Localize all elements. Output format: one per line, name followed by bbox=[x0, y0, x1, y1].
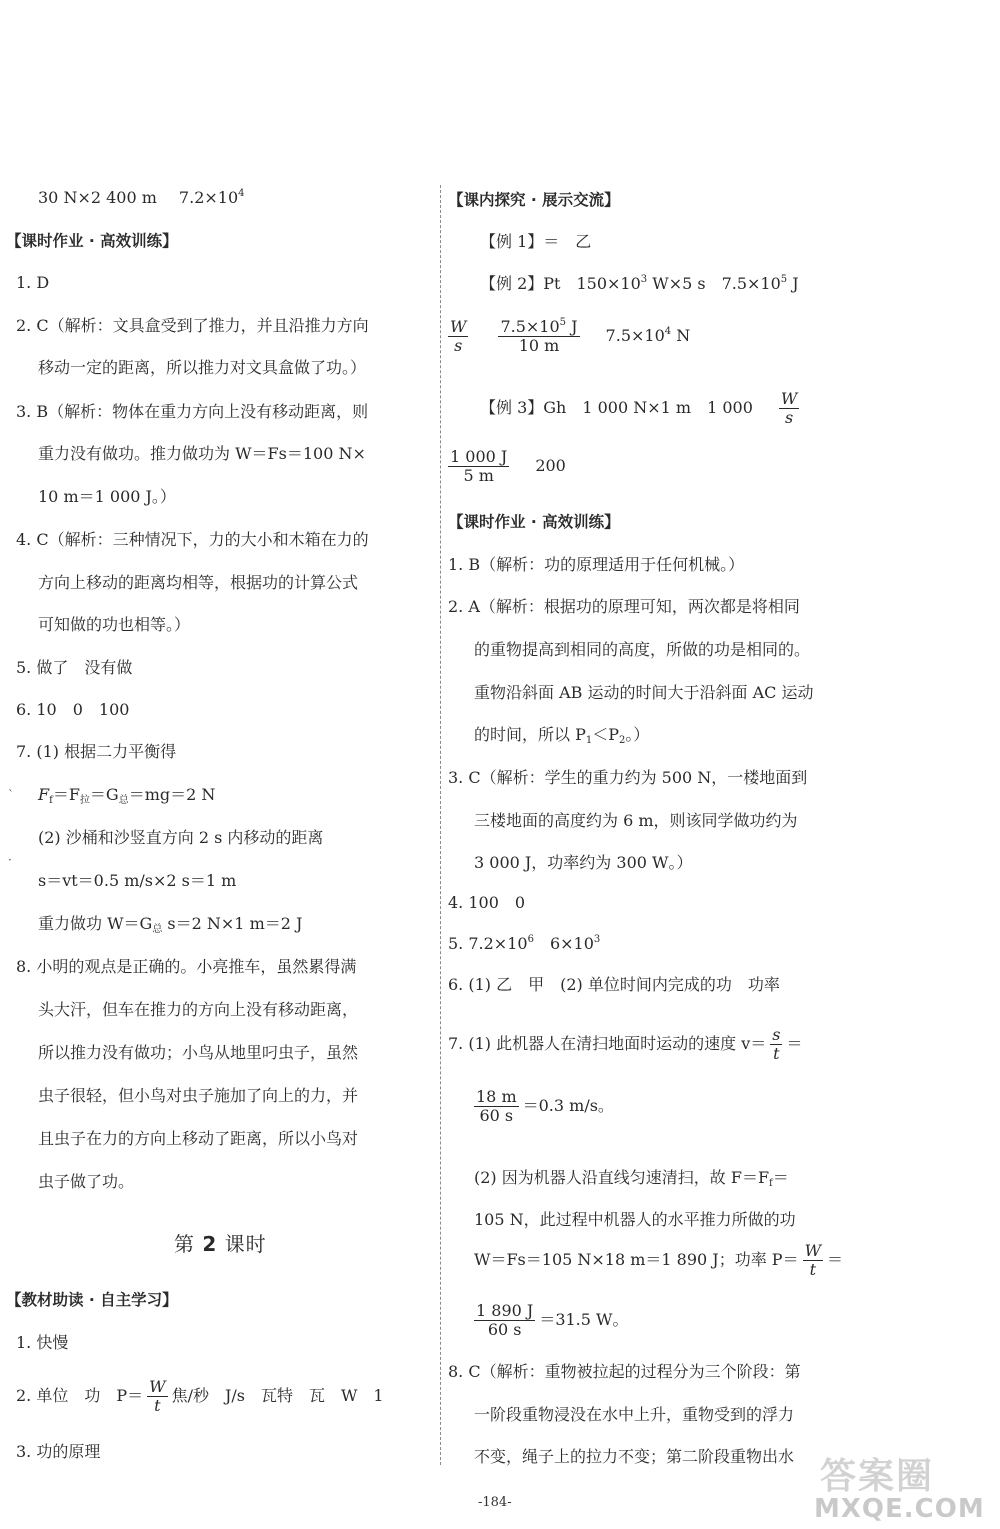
answer-q2: 2. C（解析：文具盒受到了推力，并且沿推力方向 bbox=[16, 316, 369, 335]
answer-q7-formula: 重力做功 $W=G_总$ s＝2 N×1 m＝2 J bbox=[38, 914, 303, 935]
answer-r6: 6. (1) 乙 甲 (2) 单位时间内完成的功 功率 bbox=[448, 975, 780, 994]
answer-r7-cont: 105 N，此过程中机器人的水平推力所做的功 bbox=[474, 1210, 796, 1229]
example-2: 【例 2】Pt $150\times 10^3$ W×5 s $7.5\times 10^5$ J bbox=[480, 274, 799, 293]
answer-q3: 3. B（解析：物体在重力方向上没有移动距离，则 bbox=[16, 402, 369, 421]
answer-q7-formula: $F_f=F_拉=G_总=mg=2$ N bbox=[38, 785, 216, 806]
answer-q6: 6. 10 0 100 bbox=[16, 700, 130, 719]
answer-q4-cont: 方向上移动的距离均相等，根据功的计算公式 bbox=[38, 573, 359, 592]
answer-q4-cont: 可知做的功也相等。） bbox=[38, 615, 191, 634]
answer-q7-formula: s＝vt＝0.5 m/s×2 s＝1 m bbox=[38, 871, 237, 890]
answer-q8-cont: 头大汗，但车在推力的方向上没有移动距离， bbox=[38, 1000, 359, 1019]
column-divider bbox=[440, 185, 441, 1465]
answer-r4: 4. 100 0 bbox=[448, 893, 526, 912]
answer-q2-cont: 移动一定的距离，所以推力对文具盒做了功。） bbox=[38, 358, 367, 377]
answer-r8: 8. C（解析：重物被拉起的过程分为三个阶段：第 bbox=[448, 1362, 801, 1381]
watermark-logo: 答案圈 MXQE.COM bbox=[814, 1456, 985, 1524]
lesson-title: 第 2 课时 bbox=[174, 1232, 267, 1256]
example-1: 【例 1】＝ 乙 bbox=[480, 232, 592, 251]
section-heading-homework-2: 【课时作业 · 高效训练】 bbox=[448, 513, 620, 531]
answer-r5: 5. $7.2\times 10^6$ $6\times 10^3$ bbox=[448, 934, 601, 953]
answer-q8: 8. 小明的观点是正确的。小亮推车，虽然累得满 bbox=[16, 957, 357, 976]
answer-q1: 1. D bbox=[16, 273, 50, 292]
stray-mark: · bbox=[8, 853, 12, 867]
answer-q8-cont: 虫子做了功。 bbox=[38, 1172, 135, 1191]
section-heading-explore: 【课内探究 · 展示交流】 bbox=[448, 191, 620, 209]
answer-r2-cont: 重物沿斜面 AB 运动的时间大于沿斜面 AC 运动 bbox=[474, 683, 814, 702]
guide-q1: 1. 快慢 bbox=[16, 1333, 69, 1352]
answer-r7-fraction: $\frac{1 890 J}{60 s}$ ＝31.5 W。 bbox=[476, 1301, 629, 1339]
answer-q8-cont: 所以推力没有做功；小鸟从地里叼虫子，虽然 bbox=[38, 1043, 359, 1062]
answer-q7-cont: (2) 沙桶和沙竖直方向 2 s 内移动的距离 bbox=[38, 828, 324, 847]
answer-r3: 3. C（解析：学生的重力约为 500 N，一楼地面到 bbox=[448, 768, 808, 787]
stray-mark: ` bbox=[8, 788, 14, 802]
answer-line: 30 N×2 400 m $7.2\times 10^4$ bbox=[38, 188, 245, 207]
guide-q3: 3. 功的原理 bbox=[16, 1442, 101, 1461]
answer-r3-cont: 三楼地面的高度约为 6 m，则该同学做功约为 bbox=[474, 811, 798, 830]
answer-r3-cont: 3 000 J，功率约为 300 W。） bbox=[474, 853, 693, 872]
answer-q4: 4. C（解析：三种情况下，力的大小和木箱在力的 bbox=[16, 530, 369, 549]
answer-r7-formula: W＝Fs＝105 N×18 m＝1 890 J；功率 P＝ $\frac{W}{t}$ ＝ bbox=[474, 1241, 844, 1279]
answer-q8-cont: 虫子很轻，但小鸟对虫子施加了向上的力，并 bbox=[38, 1086, 359, 1105]
answer-q7: 7. (1) 根据二力平衡得 bbox=[16, 742, 177, 761]
answer-q5: 5. 做了 没有做 bbox=[16, 658, 133, 677]
section-heading-guide: 【教材助读 · 自主学习】 bbox=[6, 1291, 178, 1309]
answer-r8-cont: 一阶段重物浸没在水中上升，重物受到的浮力 bbox=[474, 1405, 795, 1424]
answer-r7-fraction: $\frac{18 m}{60 s}$ ＝0.3 m/s。 bbox=[476, 1087, 614, 1125]
answer-r1: 1. B（解析：功的原理适用于任何机械。） bbox=[448, 555, 745, 574]
answer-r2-cont: 的时间，所以 $P_1<P_2$。） bbox=[474, 725, 650, 746]
page-number: -184- bbox=[478, 1495, 512, 1510]
example-3: 【例 3】Gh 1 000 N×1 m 1 000 $\frac{W}{s}$ bbox=[480, 389, 798, 427]
section-heading-homework: 【课时作业 · 高效训练】 bbox=[6, 232, 178, 250]
answer-r7-cont: (2) 因为机器人沿直线匀速清扫，故 $F=F_f=$ bbox=[474, 1168, 789, 1189]
answer-r2: 2. A（解析：根据功的原理可知，两次都是将相同 bbox=[448, 597, 800, 616]
answer-r7: 7. (1) 此机器人在清扫地面时运动的速度 v＝ $\frac{s}{t}$ ＝ bbox=[448, 1025, 803, 1063]
answer-q3-cont: 10 m＝1 000 J。） bbox=[38, 487, 176, 506]
answer-q8-cont: 且虫子在力的方向上移动了距离，所以小鸟对 bbox=[38, 1129, 359, 1148]
example-2-fractions: $\frac{W}{s}$ $\frac{7.5\times 10^5 J}{10 m}$ $7.5\times 10^4$ N bbox=[450, 317, 691, 355]
answer-q3-cont: 重力没有做功。推力做功为 W＝Fs＝100 N× bbox=[38, 444, 366, 463]
guide-q2: 2. 单位 功 P＝ $\frac{W}{t}$ 焦/秒 J/s 瓦特 瓦 W 1 bbox=[16, 1377, 384, 1415]
example-3-fraction: $\frac{1 000 J}{5 m}$ 200 bbox=[450, 447, 566, 485]
answer-r2-cont: 的重物提高到相同的高度，所做的功是相同的。 bbox=[474, 640, 811, 659]
answer-r8-cont: 不变，绳子上的拉力不变；第二阶段重物出水 bbox=[474, 1447, 795, 1466]
